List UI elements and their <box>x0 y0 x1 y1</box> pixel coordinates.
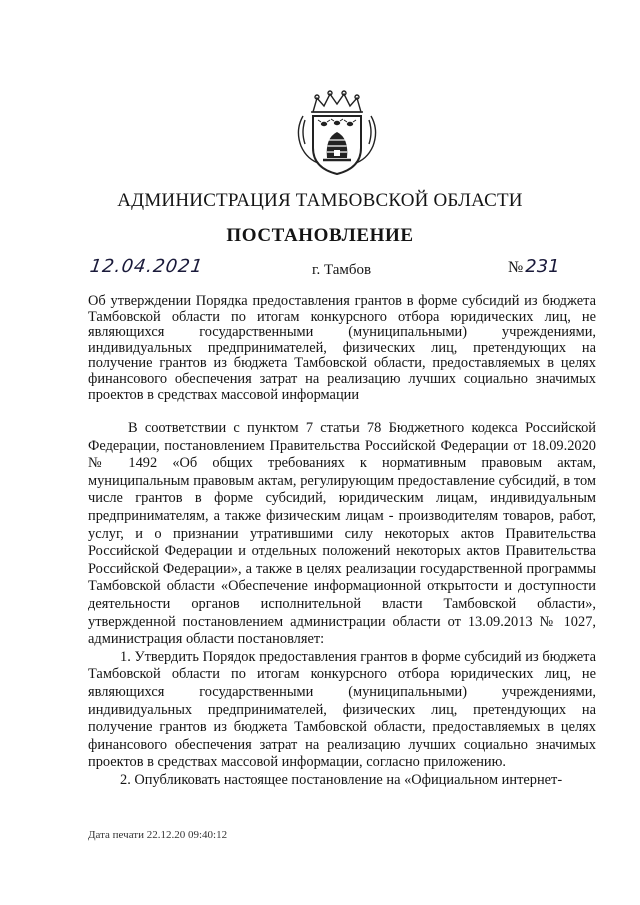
print-date-footer: Дата печати 22.12.20 09:40:12 <box>88 829 228 841</box>
point-2-paragraph: 2. Опубликовать настоящее постановление на «Официальном интернет- <box>120 771 563 788</box>
preamble-paragraph: В соответствии с пунктом 7 статьи 78 Бюджетного кодекса Российской Федерации, постановлением Правительства Российской Федерации от 18.09.2020 № 1492 «Об общих требованиях к нормативным правовым актам, муниципальным правовым актам, регулирующим предоставление субсидий, в том числе грантов в форме субсидий, юридическим лицам, индивидуальным предпринимателям, а также физическим лицам - производителям товаров, работ, услуг, и о признании утратившими силу некоторых актов Правительства Российской Федерации и отдельных положений некоторых актов Правительства Российской Федерации», а также в целях реализации государственной программы Тамбовской области «Обеспечение информационной открытости и доступности деятельности органов исполнительной власти Тамбовской области», утвержденной постановлением администрации области от 13.09.2013 № 1027, администрация области постановляет: <box>88 420 596 648</box>
document-city: г. Тамбов <box>312 262 372 278</box>
document-body <box>88 420 596 789</box>
number-sign: № <box>508 259 524 276</box>
document-date: 12.04.2021 <box>88 256 205 277</box>
document-number: 231 <box>525 256 560 277</box>
document-title: Об утверждении Порядка предоставления грантов в форме субсидий из бюджета Тамбовской области по итогам конкурсного отбора юридических лиц, не являющихся государственными (муниципальными) учреждениями, индивидуальных предпринимателей, физических лиц, претендующих на получение грантов из бюджета Тамбовской области, предоставляемых в целях финансового обеспечения затрат на реализацию лучших социально значимых проектов в средствах массовой информации <box>88 293 596 403</box>
point-1-paragraph: 1. Утвердить Порядок предоставления грантов в форме субсидий из бюджета Тамбовской области по итогам конкурсного отбора юридических лиц, не являющихся государственными (муниципальными) учреждениями, индивидуальных предпринимателей, физических лиц, претендующих на получение грантов из бюджета Тамбовской области, предоставляемых в целях финансового обеспечения затрат на реализацию лучших социально значимых проектов в средствах массовой информации, согласно приложению. <box>88 648 596 771</box>
coat-of-arms-beehive-icon <box>291 90 383 178</box>
document-number-block <box>508 256 560 277</box>
organization-name: АДМИНИСТРАЦИЯ ТАМБОВСКОЙ ОБЛАСТИ <box>117 190 523 211</box>
document-type: ПОСТАНОВЛЕНИЕ <box>226 225 414 246</box>
